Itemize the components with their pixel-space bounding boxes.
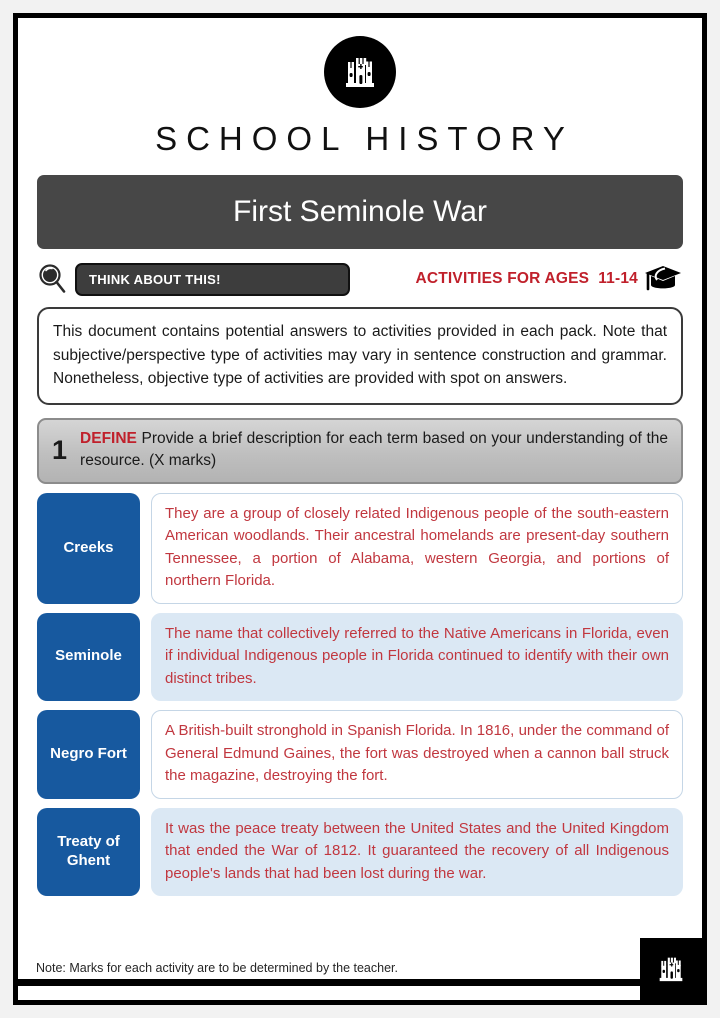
intro-note-text: This document contains potential answers to activities provided in each pack. Note that subjective/perspective type of activities may vary in sentence construction and grammar. Nonetheless, objective type of activities are provided with spot on answers. (53, 323, 667, 388)
page-footer (18, 938, 702, 1000)
meta-row (37, 261, 683, 297)
instruction-text (80, 428, 668, 473)
think-about-this-label: THINK ABOUT THIS! (89, 271, 221, 287)
magnifying-glass-icon (37, 263, 67, 295)
instruction-number: 1 (52, 434, 68, 465)
intro-note-box (37, 307, 683, 405)
table-row (37, 613, 683, 702)
footer-divider (18, 979, 702, 986)
definition-answer[interactable]: It was the peace treaty between the United States and the United Kingdom that ended the War of 1812. It guaranteed the recovery of all Indigenous people's lands that had been lost during the war. (151, 808, 683, 897)
instruction-bar (37, 418, 683, 484)
definition-term: Seminole (37, 613, 140, 702)
castle-logo-icon (640, 938, 702, 1000)
activities-ages-label: ACTIVITIES FOR AGES 11-14 (415, 270, 638, 287)
graduation-cap-icon (643, 262, 683, 296)
page-title: First Seminole War (233, 195, 487, 228)
table-row (37, 808, 683, 897)
worksheet-title-bar (37, 175, 683, 249)
table-row (37, 493, 683, 604)
definition-answer[interactable]: The name that collectively referred to the Native Americans in Florida, even if individual Indigenous people in Florida continued to identify with their own distinct tribes. (151, 613, 683, 702)
definition-rows (37, 493, 683, 897)
definition-answer[interactable]: A British-built stronghold in Spanish Florida. In 1816, under the command of General Edmund Gaines, the fort was destroyed when a cannon ball struck the magazine, destroying the fort. (151, 710, 683, 799)
think-about-this-box (75, 263, 350, 296)
table-row (37, 710, 683, 799)
instruction-keyword: DEFINE (80, 429, 137, 447)
footer-note: Note: Marks for each activity are to be determined by the teacher. (36, 961, 398, 975)
definition-term: Treaty of Ghent (37, 808, 140, 897)
definition-term: Negro Fort (37, 710, 140, 799)
definition-term: Creeks (37, 493, 140, 604)
definition-answer[interactable]: They are a group of closely related Indigenous people of the south-eastern American woodlands. Their ancestral homelands are present-day southern Tennessee, a portion of Alabama, western Georgia, and portions of northern Florida. (151, 493, 683, 604)
brand-header (18, 18, 702, 158)
castle-logo-icon (324, 36, 396, 108)
brand-name: SCHOOL HISTORY (155, 120, 574, 157)
instruction-body: Provide a brief description for each term based on your understanding of the resource. (X marks) (80, 429, 668, 470)
worksheet-page (13, 13, 707, 1005)
